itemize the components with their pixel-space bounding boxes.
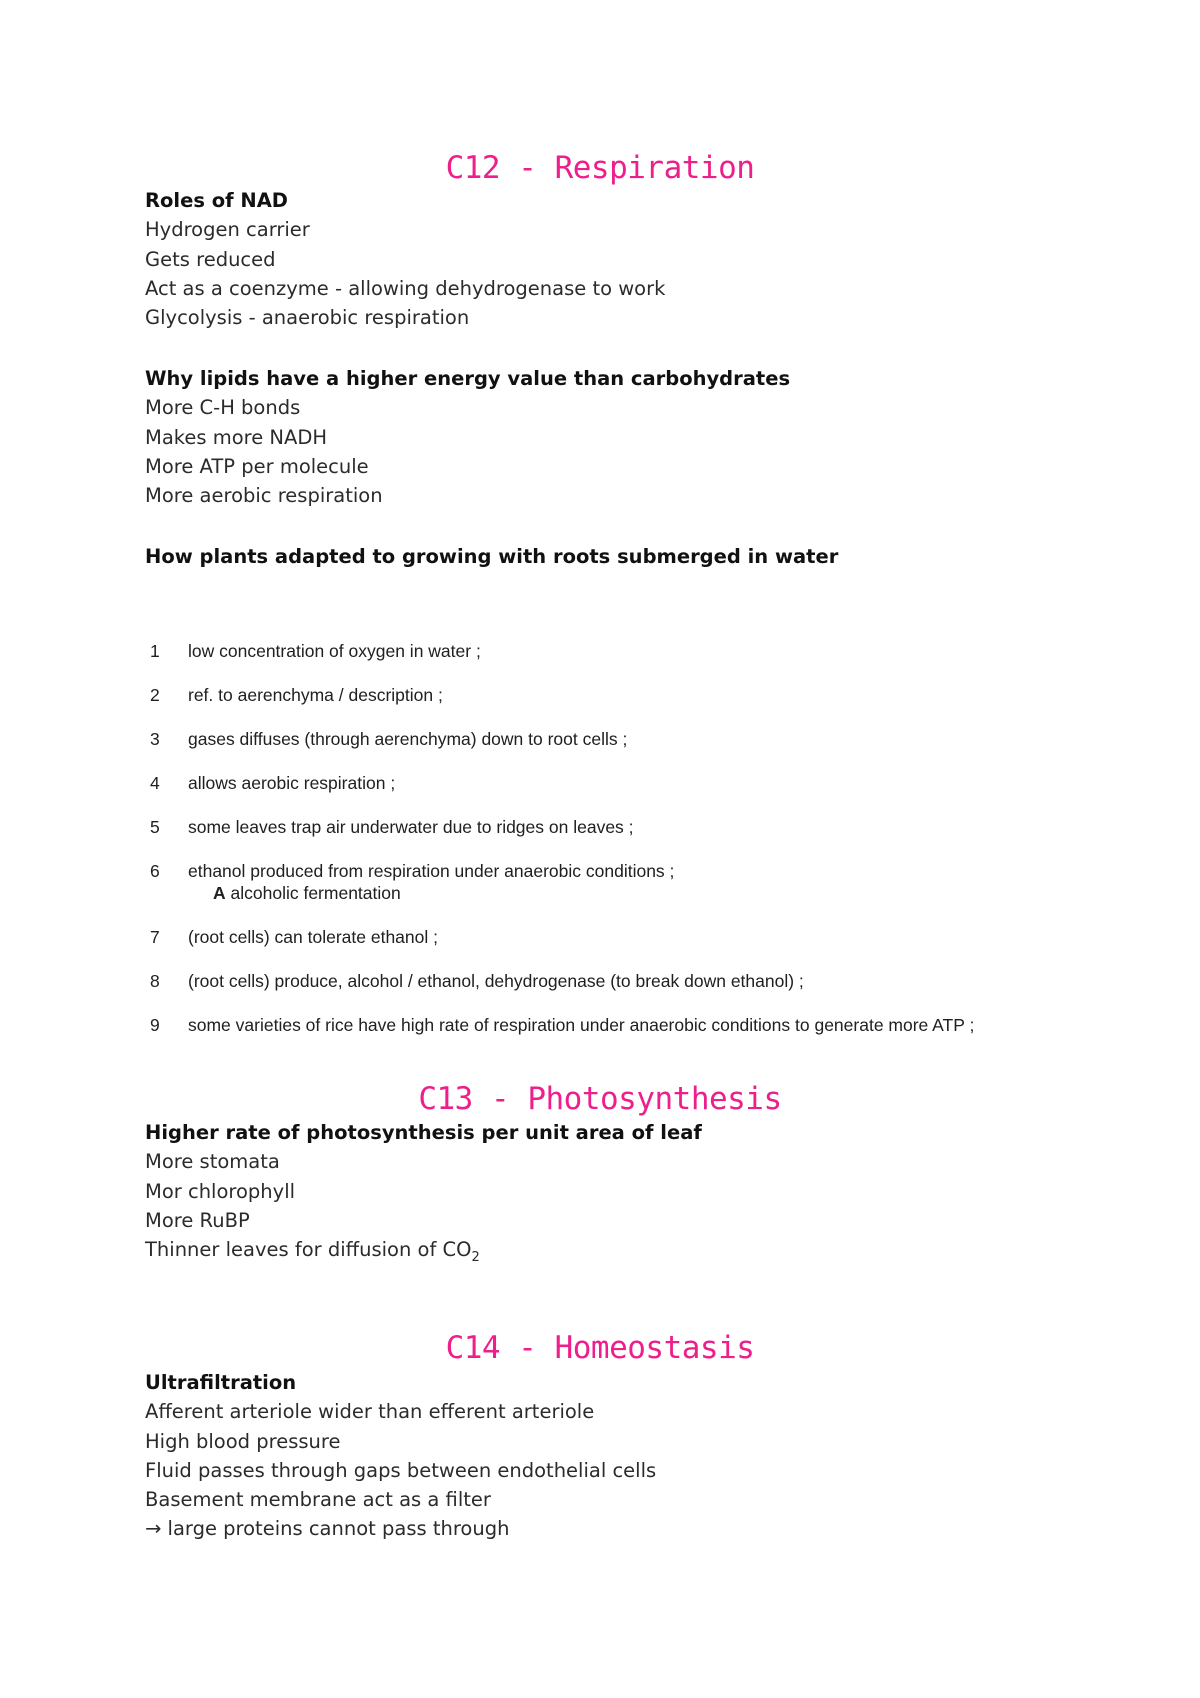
lipids-item: More C-H bonds — [145, 396, 301, 420]
mark-text: (root cells) produce, alcohol / ethanol, dehydrogenase (to break down ethanol) ; — [188, 971, 804, 991]
c12-nad-block — [145, 186, 1105, 332]
c14-heading: Ultrafiltration — [145, 1371, 297, 1394]
nad-item: Act as a coenzyme - allowing dehydrogenase to work — [145, 276, 666, 300]
c14-item: High blood pressure — [145, 1429, 341, 1453]
mark-scheme-item — [150, 772, 1100, 794]
lipids-item: Makes more NADH — [145, 425, 328, 449]
c12-plants-block — [145, 542, 1105, 571]
mark-number: 7 — [150, 927, 160, 947]
mark-text: ethanol produced from respiration under anaerobic conditions ; — [188, 861, 675, 881]
c12-lipids-block — [145, 364, 1105, 510]
c14-block — [145, 1368, 1105, 1544]
c13-block — [145, 1118, 1105, 1272]
mark-number: 3 — [150, 729, 160, 749]
mark-text: low concentration of oxygen in water ; — [188, 641, 481, 661]
mark-alternative — [188, 882, 674, 904]
plants-heading: How plants adapted to growing with roots submerged in water — [145, 545, 839, 568]
mark-scheme-item — [150, 860, 1100, 904]
mark-scheme-item — [150, 640, 1100, 662]
lipids-heading: Why lipids have a higher energy value than carbohydrates — [145, 367, 791, 390]
alternative-text: alcoholic fermentation — [225, 883, 401, 903]
mark-scheme-item — [150, 970, 1100, 992]
c14-item: Basement membrane act as a filter — [145, 1488, 491, 1512]
nad-item: Glycolysis - anaerobic respiration — [145, 306, 470, 330]
mark-number: 9 — [150, 1015, 160, 1035]
c13-item-text: Thinner leaves for diffusion of CO — [145, 1238, 472, 1262]
c13-item — [145, 1235, 1105, 1272]
c14-item: Fluid passes through gaps between endothelial cells — [145, 1458, 657, 1482]
mark-text-group — [188, 860, 674, 904]
mark-text: ref. to aerenchyma / description ; — [188, 685, 443, 705]
c13-heading: Higher rate of photosynthesis per unit area of leaf — [145, 1121, 702, 1144]
c14-item: Afferent arteriole wider than efferent arteriole — [145, 1400, 595, 1424]
mark-scheme-item — [150, 926, 1100, 948]
accept-marker: A — [213, 883, 226, 903]
nad-item: Hydrogen carrier — [145, 218, 310, 242]
mark-text: gases diffuses (through aerenchyma) down to root cells ; — [188, 729, 628, 749]
mark-text: some leaves trap air underwater due to ridges on leaves ; — [188, 817, 634, 837]
lipids-item: More ATP per molecule — [145, 454, 369, 478]
mark-scheme-item — [150, 1014, 1100, 1036]
mark-number: 4 — [150, 773, 160, 793]
mark-number: 8 — [150, 971, 160, 991]
mark-number: 6 — [150, 861, 160, 881]
nad-heading: Roles of NAD — [145, 189, 288, 212]
mark-number: 1 — [150, 641, 160, 661]
nad-item: Gets reduced — [145, 247, 276, 271]
mark-scheme-item — [150, 684, 1100, 706]
c13-item: More stomata — [145, 1150, 280, 1174]
mark-text: some varieties of rice have high rate of respiration under anaerobic conditions to generate more ATP ; — [188, 1015, 975, 1035]
section-title-c14: C14 - Homeostasis — [445, 1330, 755, 1366]
mark-scheme-item — [150, 816, 1100, 838]
c13-item: Mor chlorophyll — [145, 1179, 296, 1203]
mark-scheme-image — [150, 640, 1100, 1058]
mark-text: (root cells) can tolerate ethanol ; — [188, 927, 438, 947]
section-title-c12: C12 - Respiration — [445, 150, 755, 186]
c13-item: More RuBP — [145, 1208, 250, 1232]
mark-number: 2 — [150, 685, 160, 705]
lipids-item: More aerobic respiration — [145, 484, 383, 508]
mark-scheme-item — [150, 728, 1100, 750]
c14-item: → large proteins cannot pass through — [145, 1517, 510, 1541]
mark-number: 5 — [150, 817, 160, 837]
mark-text: allows aerobic respiration ; — [188, 773, 396, 793]
section-title-c13: C13 - Photosynthesis — [418, 1081, 782, 1117]
subscript-2: 2 — [471, 1250, 480, 1266]
